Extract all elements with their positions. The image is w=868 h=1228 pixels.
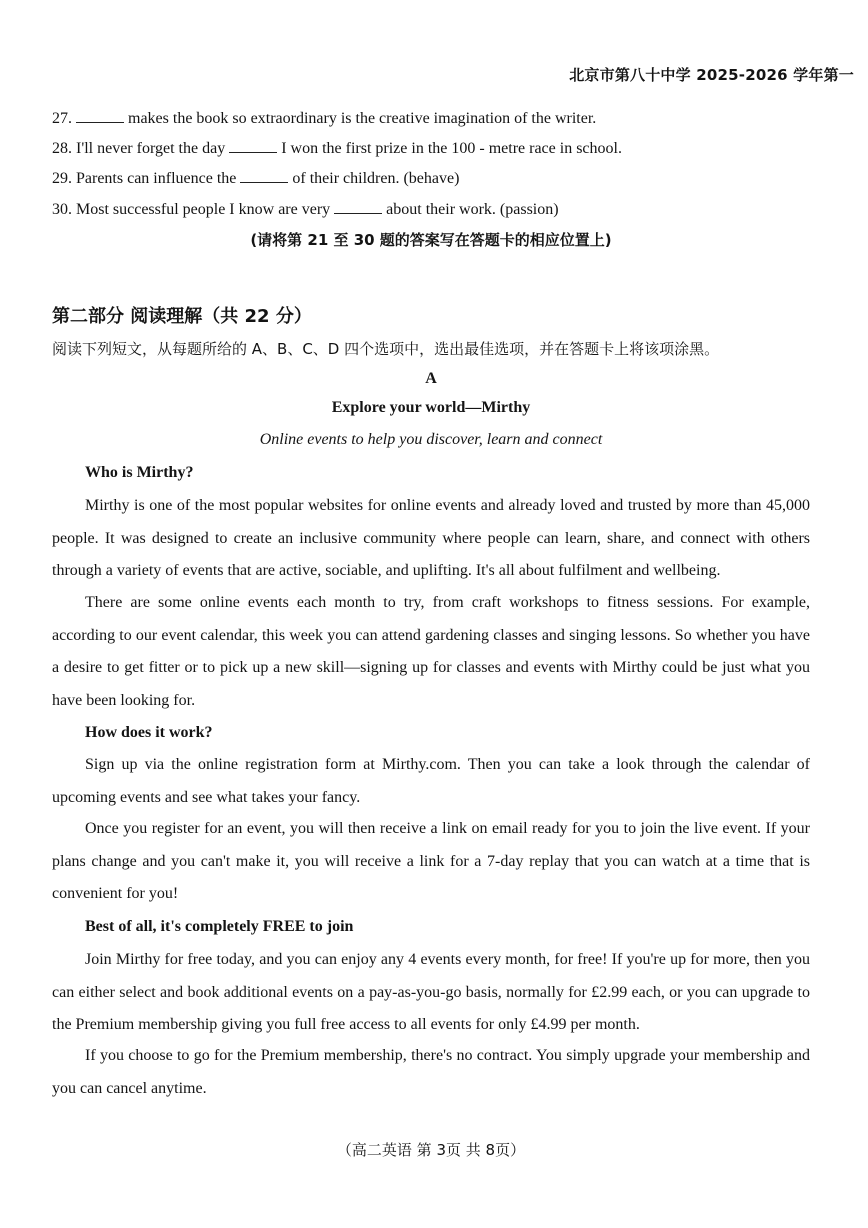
- answer-blank[interactable]: [334, 199, 382, 214]
- question-number: 29.: [52, 170, 72, 187]
- paragraph: Once you register for an event, you will then receive a link on email ready for you to join the live event. If your plans change and you can't make it, you will receive a link for a 7-day replay that you can watch at a time that is convenient for you!: [52, 820, 810, 902]
- answer-blank[interactable]: [229, 138, 277, 153]
- paragraph: Sign up via the online registration form at Mirthy.com. Then you can take a look through the calendar of upcoming events and see what takes your fancy.: [52, 756, 810, 806]
- question-27: [52, 108, 596, 128]
- question-text-after: makes the book so extraordinary is the creative imagination of the writer.: [124, 110, 597, 127]
- passage-title: Explore your world—Mirthy: [331, 399, 531, 416]
- question-number: 27.: [52, 110, 72, 127]
- paragraph: If you choose to go for the Premium membership, there's no contract. You simply upgrade your membership and you can cancel anytime.: [52, 1047, 810, 1097]
- question-number: 30.: [52, 201, 72, 218]
- question-text-after: of their children. (behave): [288, 170, 460, 187]
- question-text-before: I'll never forget the day: [76, 140, 230, 157]
- question-text-after: I won the first prize in the 100 - metre race in school.: [277, 140, 622, 157]
- section-heading: Who is Mirthy?: [85, 464, 194, 481]
- school-header: 北京市第八十中学 2025-2026 学年第一: [569, 66, 854, 84]
- part-title: 第二部分 阅读理解（共 22 分）: [52, 306, 312, 327]
- question-28: [52, 138, 622, 158]
- question-text-before: Parents can influence the: [76, 170, 241, 187]
- passage-letter: A: [425, 370, 437, 387]
- question-text-before: Most successful people I know are very: [76, 201, 335, 218]
- page-footer: （高二英语 第 3页 共 8页）: [336, 1141, 526, 1159]
- answer-sheet-note: (请将第 21 至 30 题的答案写在答题卡的相应位置上): [250, 231, 612, 249]
- answer-blank[interactable]: [76, 108, 124, 123]
- passage-subtitle: Online events to help you discover, learn and connect: [259, 431, 603, 448]
- paragraph: Join Mirthy for free today, and you can enjoy any 4 events every month, for free! If you're up for more, then you can either select and book additional events on a pay-as-you-go basis, normally for £2.99 each, or you can upgrade to the Premium membership giving you full free access to all events for only £4.99 per month.: [52, 951, 810, 1033]
- question-30: [52, 199, 559, 219]
- question-number: 28.: [52, 140, 72, 157]
- question-text-after: about their work. (passion): [382, 201, 559, 218]
- section-heading: How does it work?: [85, 724, 213, 741]
- paragraph: Mirthy is one of the most popular websites for online events and already loved and trusted by more than 45,000 people. It was designed to create an inclusive community where people can learn, share, and connect with others through a variety of events that are active, sociable, and uplifting. It's all about fulfilment and wellbeing.: [52, 497, 810, 579]
- paragraph: There are some online events each month to try, from craft workshops to fitness sessions. For example, according to our event calendar, this week you can attend gardening classes and singing lessons. So whether you have a desire to get fitter or to pick up a new skill—signing up for classes and events with Mirthy could be just what you have been looking for.: [52, 594, 810, 709]
- section-heading: Best of all, it's completely FREE to join: [85, 918, 354, 935]
- part-instruction: 阅读下列短文，从每题所给的 A、B、C、D 四个选项中，选出最佳选项，并在答题卡上将该项涂黑。: [52, 340, 720, 358]
- answer-blank[interactable]: [240, 168, 288, 183]
- question-29: [52, 168, 459, 188]
